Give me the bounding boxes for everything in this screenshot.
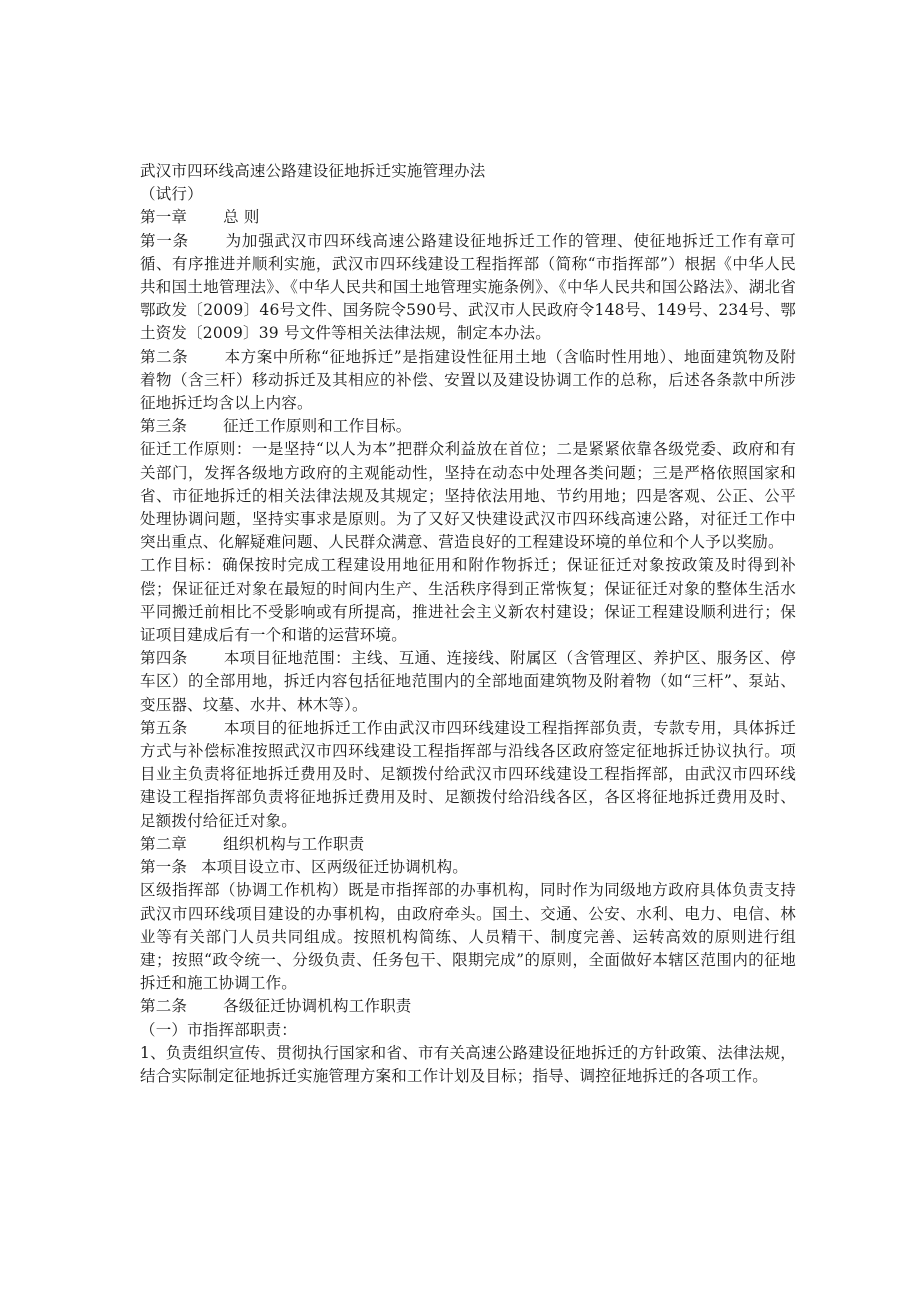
document-subtitle: （试行）	[140, 185, 203, 204]
chapter-1-heading	[140, 206, 796, 229]
article-text: 征迁工作原则和工作目标。	[223, 417, 412, 436]
article-text: 本方案中所称“征地拆迁”是指建设性征用土地（含临时性用地）、地面建筑物及附着物（含三杆）移动拆迁及其相应的补偿、安置以及建设协调工作的总称，后述各条款中所涉征地拆迁均含以上内容。	[140, 347, 796, 413]
article-1	[140, 230, 796, 346]
article-text: 各级征迁协调机构工作职责	[223, 997, 412, 1016]
chapter-2-article-2	[140, 995, 796, 1018]
paragraph-city-duties: （一）市指挥部职责：	[140, 1020, 298, 1039]
article-text: 为加强武汉市四环线高速公路建设征地拆迁工作的管理、使征地拆迁工作有章可循、有序推进并顺利实施，武汉市四环线建设工程指挥部（简称“市指挥部”）根据《中华人民共和国土地管理法》、《中华人民共和国土地管理实施条例》、《中华人民共和国公路法》、湖北省鄂政发〔2009〕46号文件、国务院令590号、武汉市人民政府令148号、149号、234号、鄂土资发〔2009〕39 号文件等相关法律法规，制定本办法。	[140, 231, 796, 343]
article-4	[140, 647, 796, 717]
article-text: 本项目征地范围：主线、互通、连接线、附属区（含管理区、养护区、服务区、停车区）的全部用地，拆迁内容包括征地范围内的全部地面建筑物及附着物（如“三杆”、泵站、变压器、坟墓、水井、林木等）。	[140, 649, 797, 714]
article-label: 第四条	[140, 649, 188, 668]
article-text: 本项目设立市、区两级征迁协调机构。	[201, 858, 469, 877]
article-label: 第二条	[140, 347, 189, 366]
document-title: 武汉市四环线高速公路建设征地拆迁实施管理办法	[140, 162, 486, 180]
article-label: 第二条	[140, 997, 188, 1016]
article-label: 第一条	[140, 231, 189, 250]
paragraph-district: 区级指挥部（协调工作机构）既是市指挥部的办事机构，同时作为同级地方政府具体负责支持武汉市四环线项目建设的办事机构，由政府牵头。国土、交通、公安、水利、电力、电信、林业等有关部门人员共同组成。按照机构简练、人员精干、制度完善、运转高效的原则进行组建；按照“政令统一、分级负责、任务包干、限期完成”的原则，全面做好本辖区范围内的征地拆迁和施工协调工作。	[140, 881, 796, 993]
article-5	[140, 717, 796, 833]
article-3	[140, 415, 796, 438]
article-2	[140, 346, 796, 416]
article-label: 第五条	[140, 718, 188, 737]
list-item: 1、负责组织宣传、贯彻执行国家和省、市有关高速公路建设征地拆迁的方针政策、法律法规，结合实际制定征地拆迁实施管理方案和工作计划及目标；指导、调控征地拆迁的各项工作。	[140, 1043, 796, 1085]
paragraph-goal: 工作目标：确保按时完成工程建设用地征用和附作物拆迁；保证征迁对象按政策及时得到补偿；保证征迁对象在最短的时间内生产、生活秩序得到正常恢复；保证征迁对象的整体生活水平同搬迁前相比不受影响或有所提高，推进社会主义新农村建设；保证工程建设顺利进行；保证项目建成后有一个和谐的运营环境。	[140, 556, 796, 645]
paragraph-principle: 征迁工作原则：一是坚持“以人为本”把群众利益放在首位；二是紧紧依靠各级党委、政府和有关部门，发挥各级地方政府的主观能动性，坚持在动态中处理各类问题；三是严格依照国家和省、市征地拆迁的相关法律法规及其规定；坚持依法用地、节约用地；四是客观、公正、公平处理协调问题，坚持实事求是原则。为了又好又快建设武汉市四环线高速公路，对征迁工作中突出重点、化解疑难问题、人民群众满意、营造良好的工程建设环境的单位和个人予以奖励。	[140, 440, 796, 552]
article-label: 第三条	[140, 417, 188, 436]
chapter-title: 组织机构与工作职责	[223, 834, 365, 853]
chapter-label: 第二章	[140, 834, 188, 853]
chapter-2-heading	[140, 833, 796, 856]
article-label: 第一条	[140, 858, 188, 877]
article-text: 本项目的征地拆迁工作由武汉市四环线建设工程指挥部负责，专款专用，具体拆迁方式与补偿标准按照武汉市四环线建设工程指挥部与沿线各区政府签定征地拆迁协议执行。项目业主负责将征地拆迁费用及时、足额拨付给武汉市四环线建设工程指挥部，由武汉市四环线建设工程指挥部负责将征地拆迁费用及时、足额拨付给沿线各区，各区将征地拆迁费用及时、足额拨付给征迁对象。	[140, 718, 797, 830]
chapter-label: 第一章	[140, 208, 188, 227]
chapter-title: 总 则	[223, 208, 260, 227]
document-body	[140, 160, 796, 1088]
chapter-2-article-1	[140, 856, 796, 879]
